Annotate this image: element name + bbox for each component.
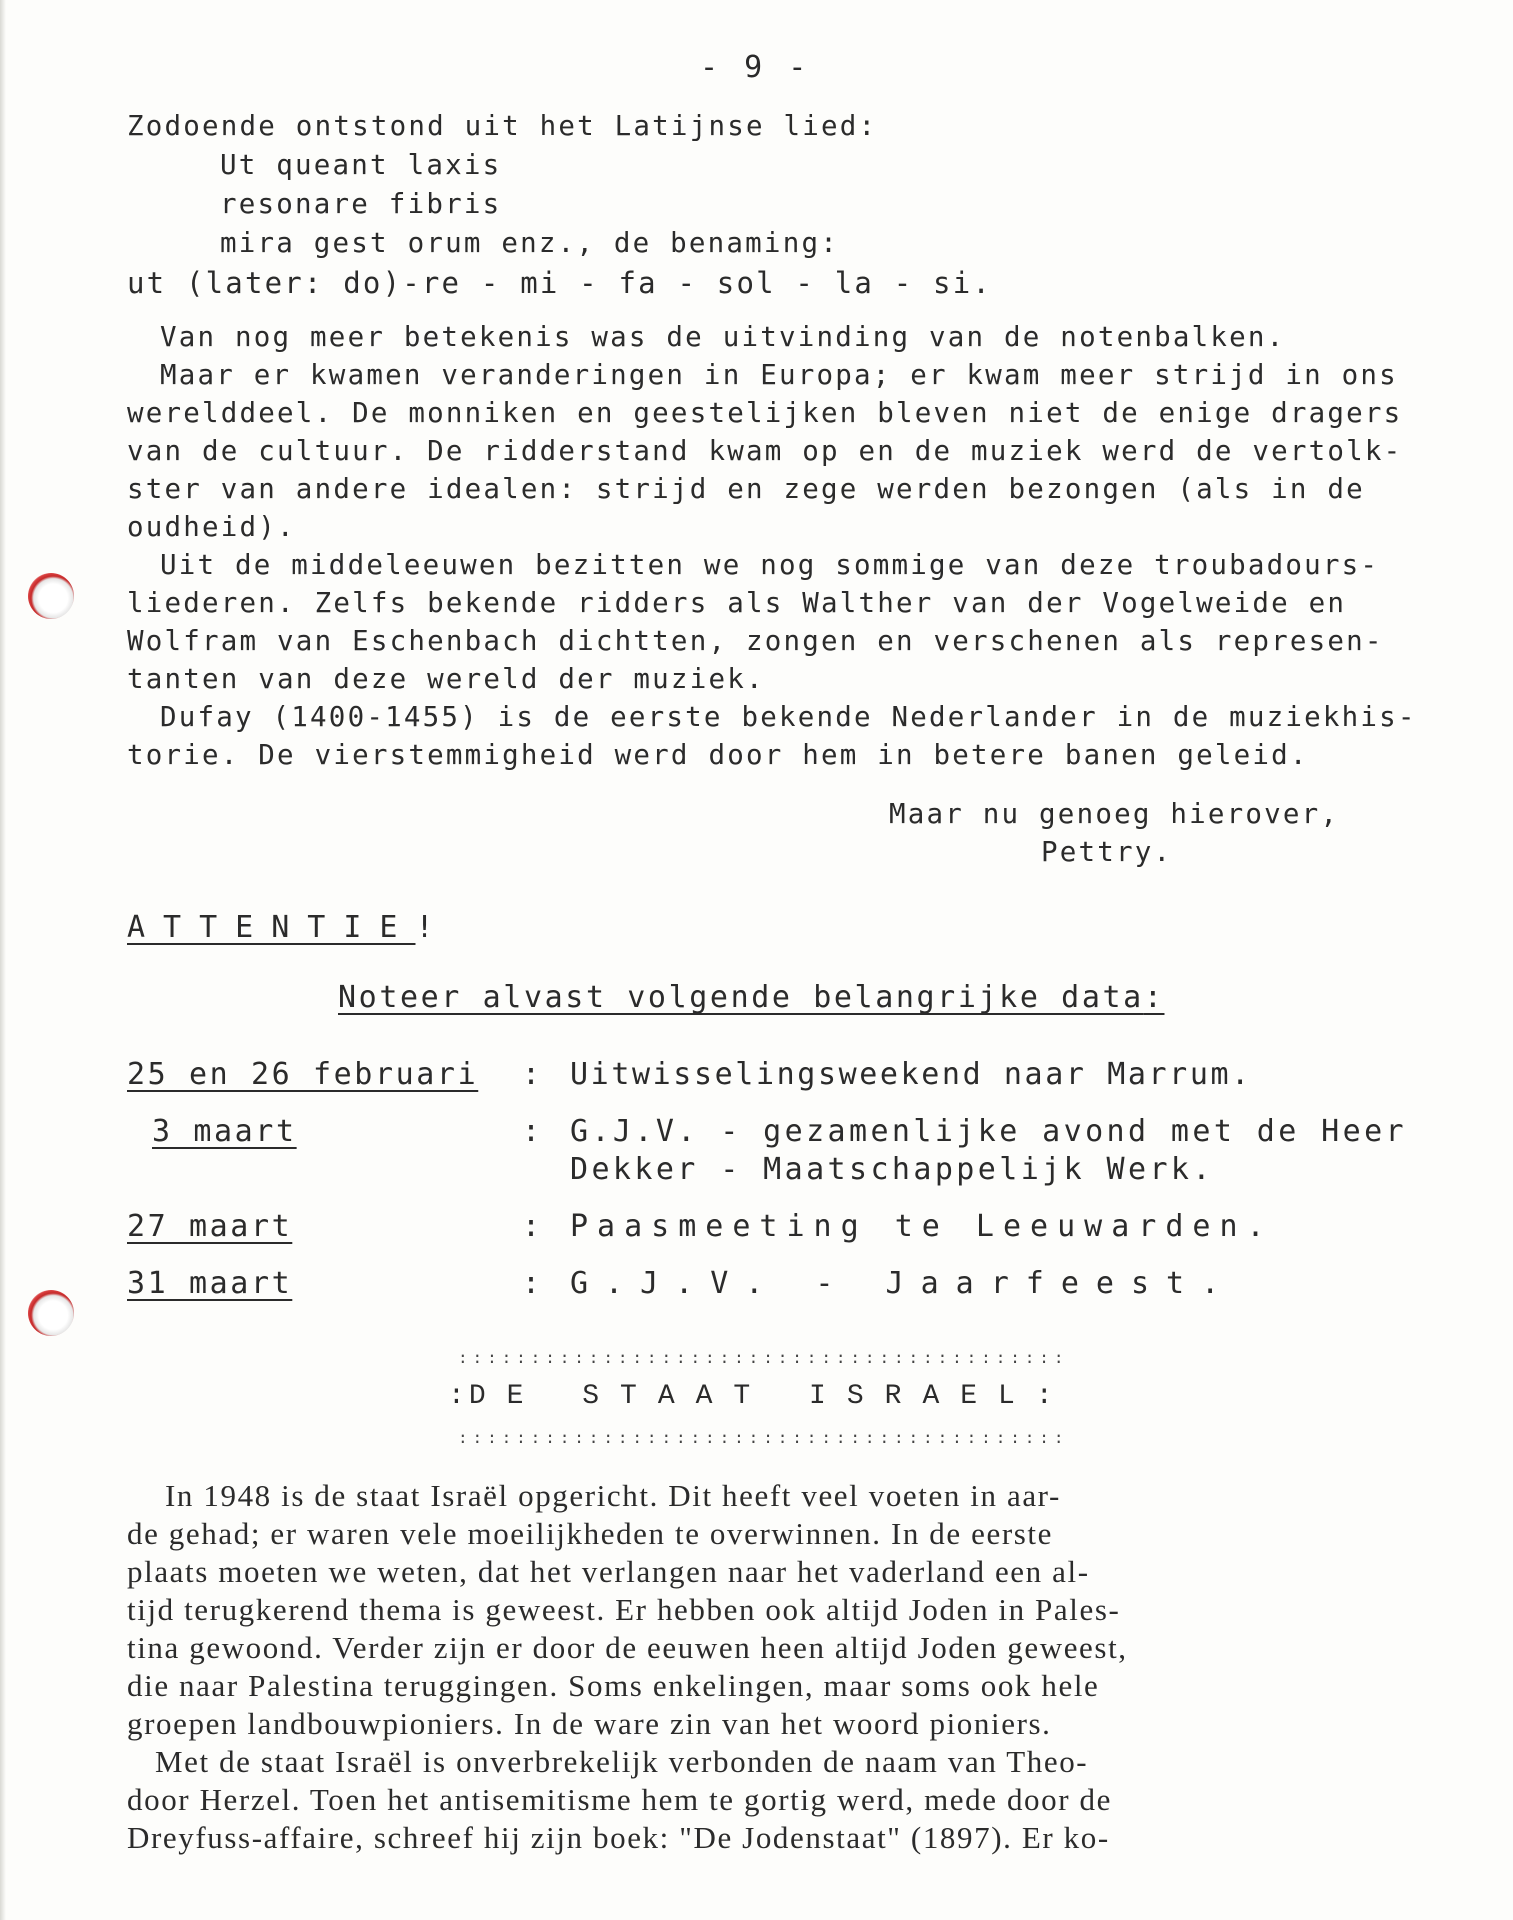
text-line: tina gewoond. Verder zijn er door de eeuwen heen altijd Joden geweest, [127, 1630, 1128, 1665]
text-line: Maar er kwamen veranderingen in Europa; er kwam meer strijd in ons [160, 359, 1398, 391]
text-line: groepen landbouwpioniers. In de ware zin van het woord pioniers. [127, 1706, 1052, 1741]
date-event: Uitwisselingsweekend naar Marrum. [570, 1057, 1252, 1092]
text-line: Wolfram van Eschenbach dichtten, zongen en verschenen als represen- [127, 625, 1384, 657]
dates-subheading-text: Noteer alvast volgende belangrijke data [338, 980, 1144, 1015]
scan-edge [0, 0, 6, 1920]
text-line: de gehad; er waren vele moeilijkheden te overwinnen. In de eerste [127, 1516, 1053, 1551]
israel-title [448, 1381, 1057, 1412]
date-event: G.J.V. - Jaarfeest. [570, 1266, 1237, 1301]
date-colon: : [522, 1114, 543, 1149]
punch-hole-bottom [28, 1290, 74, 1336]
text-line: Met de staat Israël is onverbrekelijk verbonden de naam van Theo- [155, 1744, 1089, 1779]
text-line: Dufay (1400-1455) is de eerste bekende Nederlander in de muziekhis- [160, 701, 1417, 733]
title-colon-right: : [1035, 1381, 1057, 1412]
text-line: mira gest orum enz., de benaming: [220, 227, 839, 259]
text-line: werelddeel. De monniken en geestelijken bleven niet de enige dragers [127, 397, 1403, 429]
date-label: 27 maart [127, 1209, 293, 1244]
date-colon: : [522, 1209, 543, 1244]
text-line: Dreyfuss-affaire, schreef hij zijn boek: "De Jodenstaat" (1897). Er ko- [127, 1820, 1110, 1855]
attentie-word: ATTENTIE [127, 910, 416, 945]
signature: Pettry. [1041, 836, 1173, 868]
title-colon-left: : [448, 1381, 469, 1412]
text-line: oudheid). [127, 511, 296, 543]
text-line: Van nog meer betekenis was de uitvinding van de notenbalken. [160, 321, 1286, 353]
date-colon: : [522, 1057, 543, 1092]
text-line: Ut queant laxis [220, 149, 502, 181]
dates-subheading [338, 980, 1164, 1015]
dot-border-top: :::::::::::::::::::::::::::::::::::::::::: [458, 1348, 1069, 1367]
text-line: In 1948 is de staat Israël opgericht. Dit heeft veel voeten in aar- [165, 1478, 1061, 1513]
date-event: Paasmeeting te Leeuwarden. [570, 1209, 1274, 1244]
punch-hole-top [28, 573, 74, 619]
date-label: 25 en 26 februari [127, 1057, 479, 1092]
text-line: plaats moeten we weten, dat het verlangen naar het vaderland een al- [127, 1554, 1090, 1589]
text-line: tanten van deze wereld der muziek. [127, 663, 765, 695]
attentie-heading [127, 910, 436, 945]
text-line: van de cultuur. De ridderstand kwam op en de muziek werd de vertolk- [127, 435, 1403, 467]
page-number: - 9 - [700, 50, 811, 85]
text-line: Uit de middeleeuwen bezitten we nog sommige van deze troubadours- [160, 549, 1380, 581]
text-line: liederen. Zelfs bekende ridders als Walther van der Vogelweide en [127, 587, 1347, 619]
date-label: 3 maart [152, 1114, 297, 1149]
date-colon: : [522, 1266, 543, 1301]
dot-border-bottom: :::::::::::::::::::::::::::::::::::::::::: [458, 1428, 1069, 1447]
text-line: Zodoende ontstond uit het Latijnse lied: [127, 110, 878, 142]
text-line: door Herzel. Toen het antisemitisme hem te gortig werd, mede door de [127, 1782, 1112, 1817]
dates-subheading-colon: : [1143, 980, 1165, 1015]
text-line: die naar Palestina teruggingen. Soms enkelingen, maar soms ook hele [127, 1668, 1100, 1703]
israel-title-text: DE STAAT ISRAEL [468, 1381, 1036, 1412]
date-event: G.J.V. - gezamenlijke avond met de Heer [570, 1114, 1407, 1149]
date-label: 31 maart [127, 1266, 293, 1301]
text-line: torie. De vierstemmigheid werd door hem in betere banen geleid. [127, 739, 1309, 771]
attentie-exclaim: ! [415, 910, 436, 945]
text-line: ster van andere idealen: strijd en zege werden bezongen (als in de [127, 473, 1365, 505]
closing-line: Maar nu genoeg hierover, [889, 798, 1340, 830]
text-line: resonare fibris [220, 188, 502, 220]
text-line: tijd terugkerend thema is geweest. Er hebben ook altijd Joden in Pales- [127, 1592, 1121, 1627]
text-line: ut (later: do)-re - mi - fa - sol - la - si. [127, 266, 993, 300]
date-event-continued: Dekker - Maatschappelijk Werk. [570, 1152, 1214, 1187]
